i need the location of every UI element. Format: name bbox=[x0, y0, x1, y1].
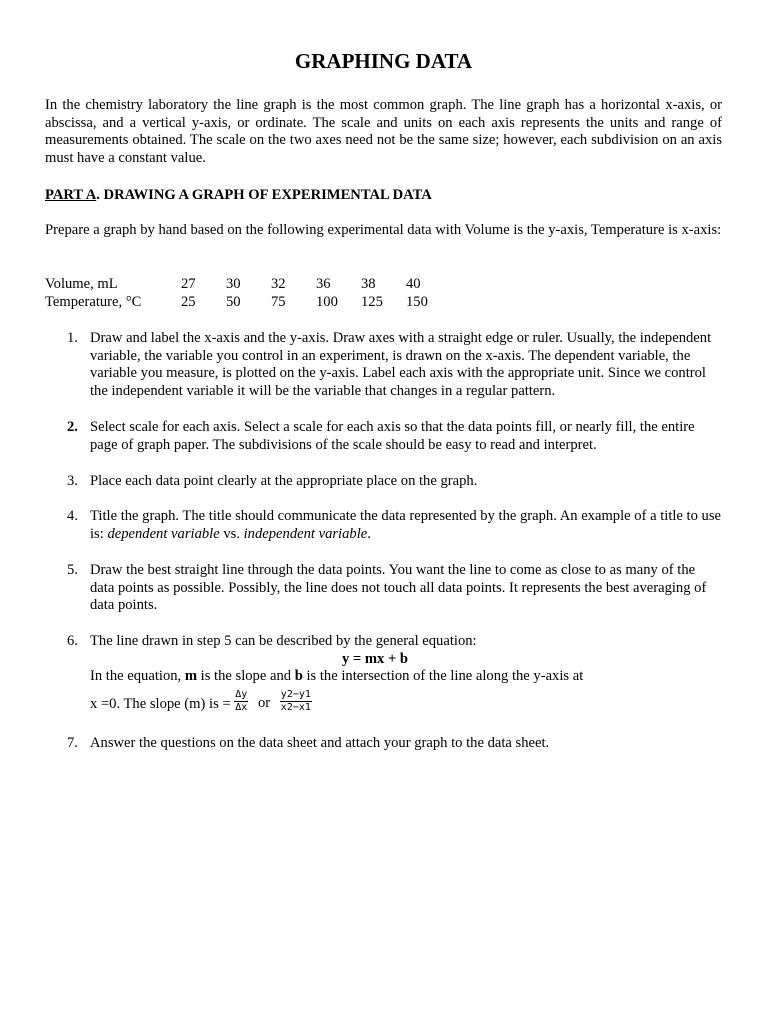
dependent-variable-text: dependent variable bbox=[107, 525, 220, 542]
step-5 bbox=[67, 562, 722, 615]
linear-equation: y = mx + b bbox=[341, 650, 409, 667]
slope-and-text: is the slope and bbox=[197, 668, 295, 684]
volume-value: 30 bbox=[226, 276, 241, 292]
page-title: GRAPHING DATA bbox=[294, 49, 473, 73]
step-2 bbox=[67, 419, 722, 454]
temperature-value: 125 bbox=[361, 293, 383, 310]
or-text: or bbox=[254, 695, 274, 712]
slope-formula-line bbox=[90, 688, 722, 717]
part-a-label: PART A bbox=[45, 187, 97, 203]
step-number: 6. bbox=[67, 633, 78, 649]
b-symbol: b bbox=[294, 668, 303, 684]
in-equation-text: In the equation, bbox=[90, 668, 185, 684]
step-number: 7. bbox=[67, 735, 78, 751]
independent-variable-text: independent variable bbox=[243, 525, 368, 542]
step-number: 1. bbox=[67, 330, 78, 346]
intro-paragraph: In the chemistry laboratory the line graph is the most common graph. The line graph has a horizontal x-axis, or abscissa, and a vertical y-axis, or ordinate. The scale and units on each axis represents the units and range of measurements obtained. The scale on the two axes need not be the same size; however, each subdivision on an axis must have a constant value. bbox=[45, 97, 722, 166]
temperature-value: 100 bbox=[316, 293, 338, 310]
temperature-value: 150 bbox=[406, 293, 428, 310]
volume-value: 40 bbox=[406, 276, 421, 292]
slope-text: x =0. The slope (m) is = bbox=[90, 695, 235, 712]
volume-value: 36 bbox=[316, 276, 331, 292]
step-number: 2. bbox=[67, 419, 78, 435]
volume-value: 27 bbox=[181, 276, 196, 292]
step-text: Draw and label the x-axis and the y-axis. Draw axes with a straight edge or ruler. Usually, the independent variable, the variable you control in an experiment, is drawn on the x-axis. The dependent variable, the variable you measure, is plotted on the y-axis. Label each axis with the appropriate unit. Since we control the independent variable it will be the variable that changes in a regular pattern. bbox=[90, 330, 712, 399]
step-1 bbox=[67, 330, 722, 400]
temperature-value: 75 bbox=[271, 293, 286, 310]
m-symbol: m bbox=[184, 668, 198, 684]
step-text bbox=[90, 508, 722, 543]
part-a-title: . DRAWING A GRAPH OF EXPERIMENTAL DATA bbox=[96, 187, 432, 203]
step-text: Select scale for each axis. Select a scale for each axis so that the data points fill, or nearly fill, the entire page of graph paper. The subdivisions of the scale should be easy to read and interpret. bbox=[90, 419, 695, 453]
step-text: Place each data point clearly at the appropriate place on the graph. bbox=[90, 473, 478, 489]
intersection-text: is the intersection of the line along the y-axis at bbox=[302, 668, 584, 684]
volume-label: Volume, mL bbox=[45, 276, 118, 292]
step-number: 4. bbox=[67, 508, 78, 524]
instructions-paragraph: Prepare a graph by hand based on the following experimental data with Volume is the y-axis, Temperature is x-axis: bbox=[45, 222, 722, 238]
step-6 bbox=[67, 633, 722, 717]
step-7 bbox=[67, 735, 722, 753]
temperature-row bbox=[45, 294, 446, 312]
experimental-data-table bbox=[45, 276, 446, 311]
delta-y: Δy bbox=[235, 688, 248, 700]
step-text bbox=[90, 633, 722, 717]
part-a-heading bbox=[45, 187, 432, 205]
two-point-fraction bbox=[280, 689, 312, 714]
step-text: Draw the best straight line through the data points. You want the line to come as close to as many of the data points as possible. Possibly, the line does not touch all data points. It represents the best averaging of data points. bbox=[90, 562, 707, 613]
step-6-explanation bbox=[90, 668, 722, 686]
period-text: . bbox=[367, 525, 371, 542]
step-6-line1: The line drawn in step 5 can be described by the general equation: bbox=[90, 633, 477, 649]
y-difference: y2−y1 bbox=[280, 688, 311, 700]
step-text: Answer the questions on the data sheet and attach your graph to the data sheet. bbox=[90, 735, 550, 751]
step-4 bbox=[67, 508, 722, 543]
delta-fraction bbox=[234, 689, 248, 714]
step-3 bbox=[67, 473, 722, 491]
temperature-value: 25 bbox=[181, 293, 196, 310]
temperature-label: Temperature, °C bbox=[45, 293, 142, 310]
temperature-value: 50 bbox=[226, 293, 241, 310]
x-difference: x2−x1 bbox=[280, 701, 311, 713]
delta-x: Δx bbox=[235, 701, 248, 713]
step-number: 5. bbox=[67, 562, 78, 578]
volume-value: 38 bbox=[361, 276, 376, 292]
step-number: 3. bbox=[67, 473, 78, 489]
vs-text: vs. bbox=[219, 525, 244, 542]
step-4-text: Title the graph. The title should communicate the data represented by the graph. An example of a title to use is: bbox=[90, 508, 722, 542]
volume-value: 32 bbox=[271, 276, 286, 292]
volume-row bbox=[45, 276, 446, 294]
